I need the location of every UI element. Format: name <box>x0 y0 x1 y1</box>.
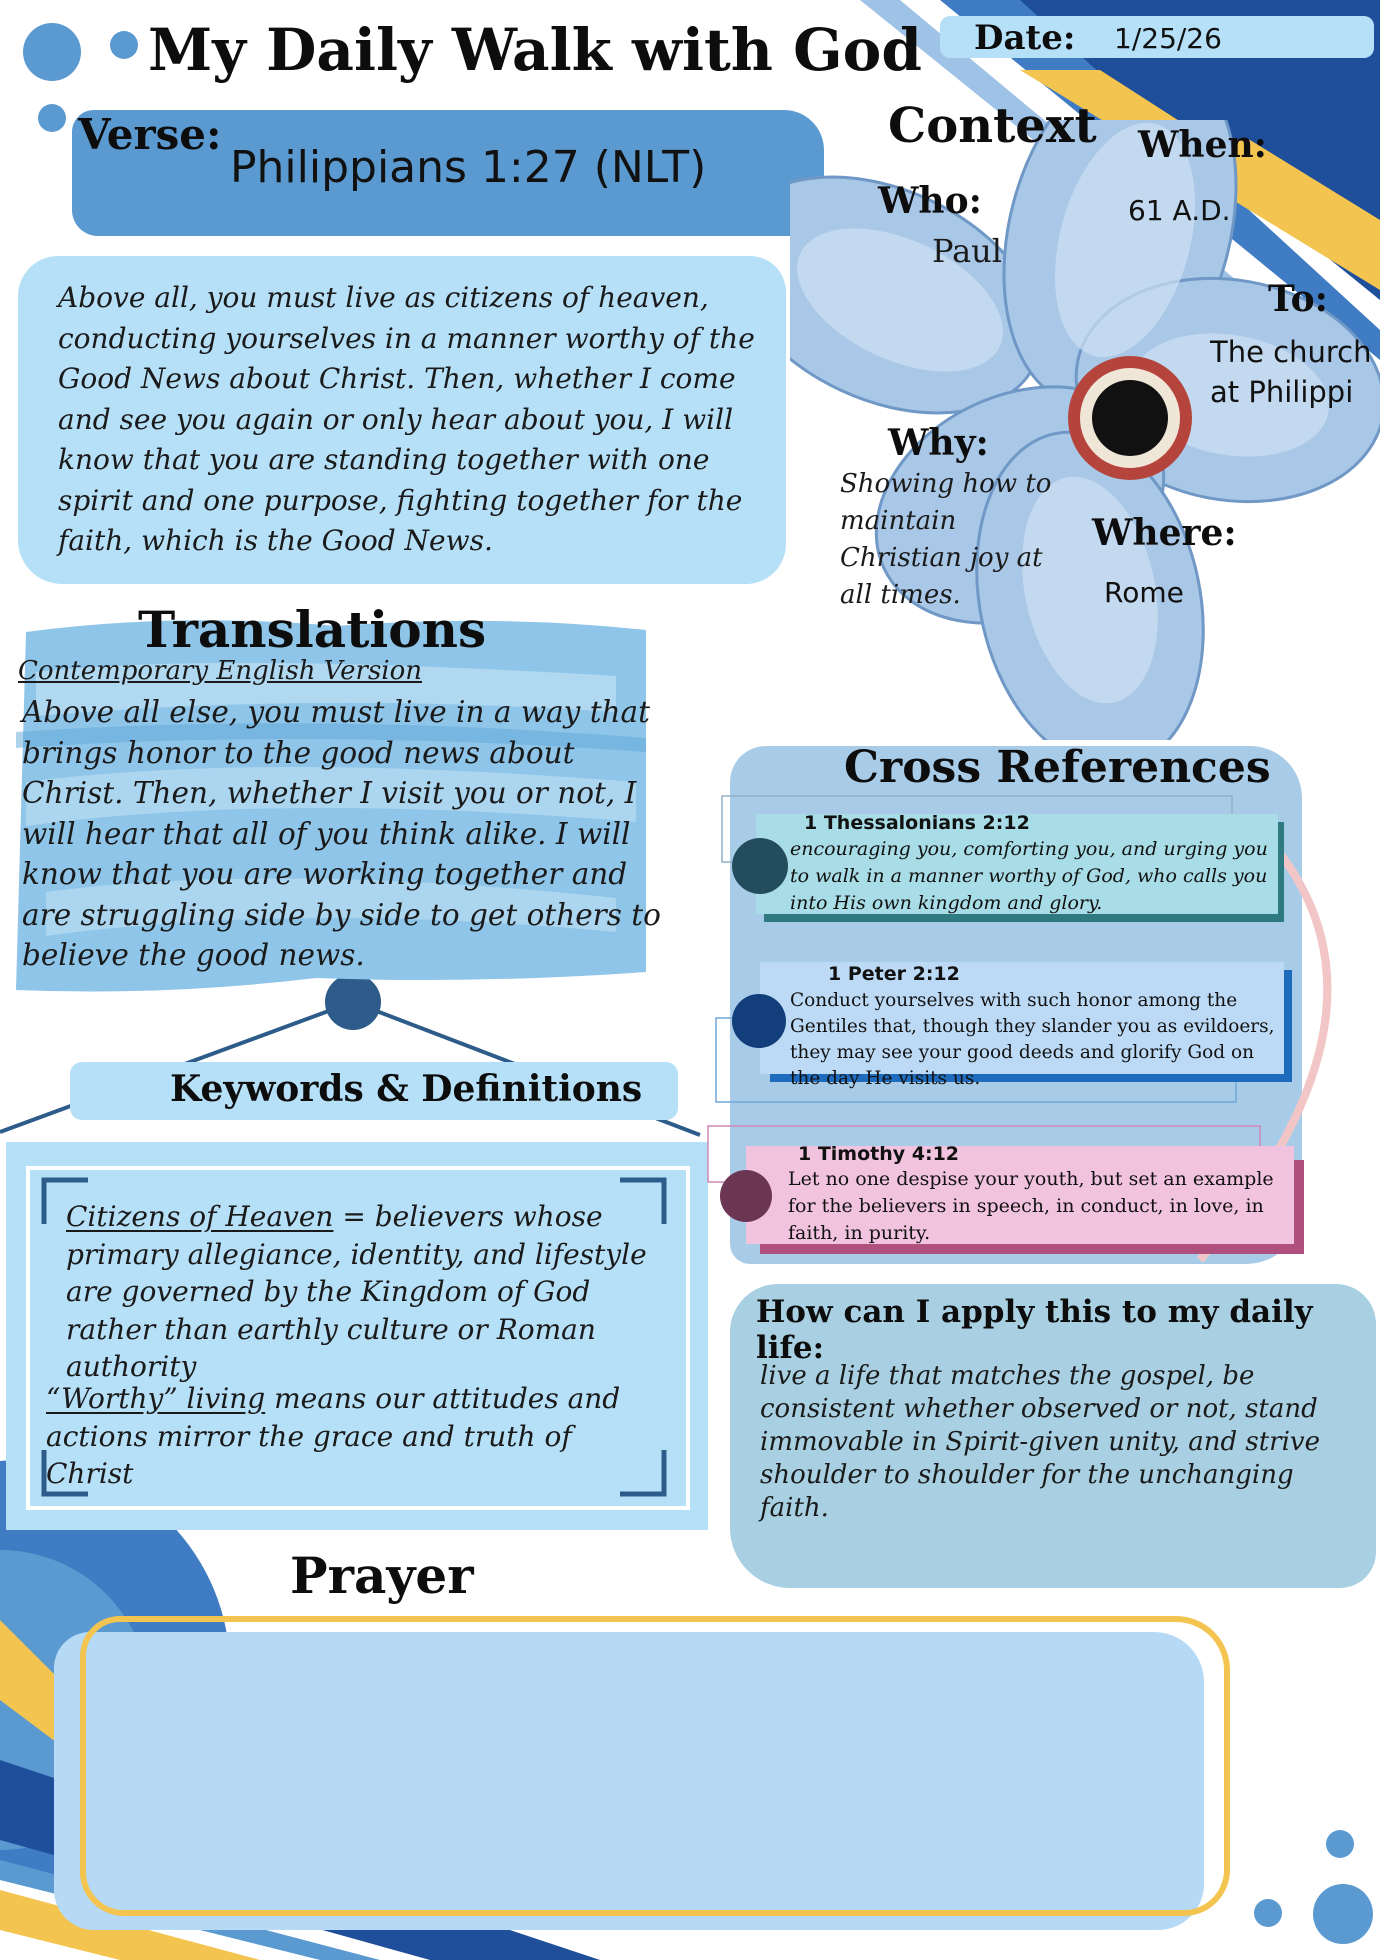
keywords-title: Keywords & Definitions <box>170 1068 643 1110</box>
cross-ref-reference: 1 Peter 2:12 <box>828 963 960 985</box>
cross-ref-reference: 1 Thessalonians 2:12 <box>804 812 1030 834</box>
translation-version[interactable]: Contemporary English Version <box>18 656 423 686</box>
context-when-label: When: <box>1138 124 1267 166</box>
verse-label: Verse: <box>78 110 222 159</box>
context-when-value[interactable]: 61 A.D. <box>1128 194 1231 227</box>
prayer-text-area[interactable] <box>110 1660 1190 1900</box>
keyword-term: “Worthy” living <box>46 1382 266 1415</box>
verse-text[interactable]: Above all, you must live as citizens of heaven, conducting yourselves in a manner worthy of the Good News about Christ. Then, whether I come and see you again or only hear about you, I will know that you are standing together with one spirit and one purpose, fighting together for the faith, which is the Good News. <box>58 281 755 557</box>
page-title: My Daily Walk with God <box>148 16 922 84</box>
cross-ref-reference: 1 Timothy 4:12 <box>798 1143 960 1165</box>
cross-references-title: Cross References <box>844 742 1271 793</box>
context-why-label: Why: <box>888 422 989 464</box>
cross-ref-text: encouraging you, comforting you, and urging you to walk in a manner worthy of God, who calls you into His own kingdom and glory. <box>790 838 1268 914</box>
keyword-definition: = believers whose primary allegiance, identity, and lifestyle are governed by the Kingdom of God rather than earthly culture or Roman authority <box>66 1200 647 1383</box>
context-where-label: Where: <box>1092 512 1237 554</box>
translations-title: Translations <box>138 600 487 659</box>
verse-reference[interactable]: Philippians 1:27 (NLT) <box>230 142 707 193</box>
context-why-value[interactable]: Showing how to maintain Christian joy at all times. <box>840 469 1052 610</box>
date-value[interactable]: 1/25/26 <box>1114 22 1222 55</box>
application-text[interactable]: live a life that matches the gospel, be consistent whether observed or not, stand immovable in Spirit-given unity, and strive shoulder to shoulder for the unchanging faith. <box>760 1361 1320 1523</box>
keyword-item[interactable] <box>66 1198 666 1386</box>
context-who-value[interactable]: Paul <box>932 232 1003 270</box>
verse-text-card <box>18 256 786 584</box>
cross-ref-text: Let no one despise your youth, but set an example for the believers in speech, in conduct, in love, in faith, in purity. <box>788 1168 1274 1244</box>
context-to-value[interactable]: The church at Philippi <box>1210 335 1372 409</box>
application-title: How can I apply this to my daily life: <box>756 1294 1313 1366</box>
cross-ref-bullet <box>732 994 786 1048</box>
keywords-title-bar <box>70 1062 678 1120</box>
date-box <box>940 16 1374 58</box>
cross-ref-bullet <box>732 838 788 894</box>
keyword-definition: means our attitudes and actions mirror the grace and truth of Christ <box>46 1382 621 1490</box>
date-label: Date: <box>974 18 1076 58</box>
translation-text[interactable]: Above all else, you must live in a way that brings honor to the good news about Christ. Then, whether I visit you or not, I will hear that all of you think alike. I will know that you are working together and are struggling side by side to get others to believe the good news. <box>22 695 661 972</box>
context-who-label: Who: <box>878 180 982 222</box>
context-where-value[interactable]: Rome <box>1104 576 1184 609</box>
keyword-term: Citizens of Heaven <box>66 1200 334 1233</box>
cross-ref-bullet <box>720 1170 772 1222</box>
prayer-title: Prayer <box>290 1546 474 1605</box>
cross-ref-text: Conduct yourselves with such honor among the Gentiles that, though they slander you as evildoers, they may see your good deeds and glorify God on the day He visits us. <box>790 990 1275 1089</box>
context-to-label: To: <box>1268 278 1328 320</box>
keyword-item[interactable] <box>46 1380 646 1493</box>
context-title: Context <box>888 98 1097 154</box>
